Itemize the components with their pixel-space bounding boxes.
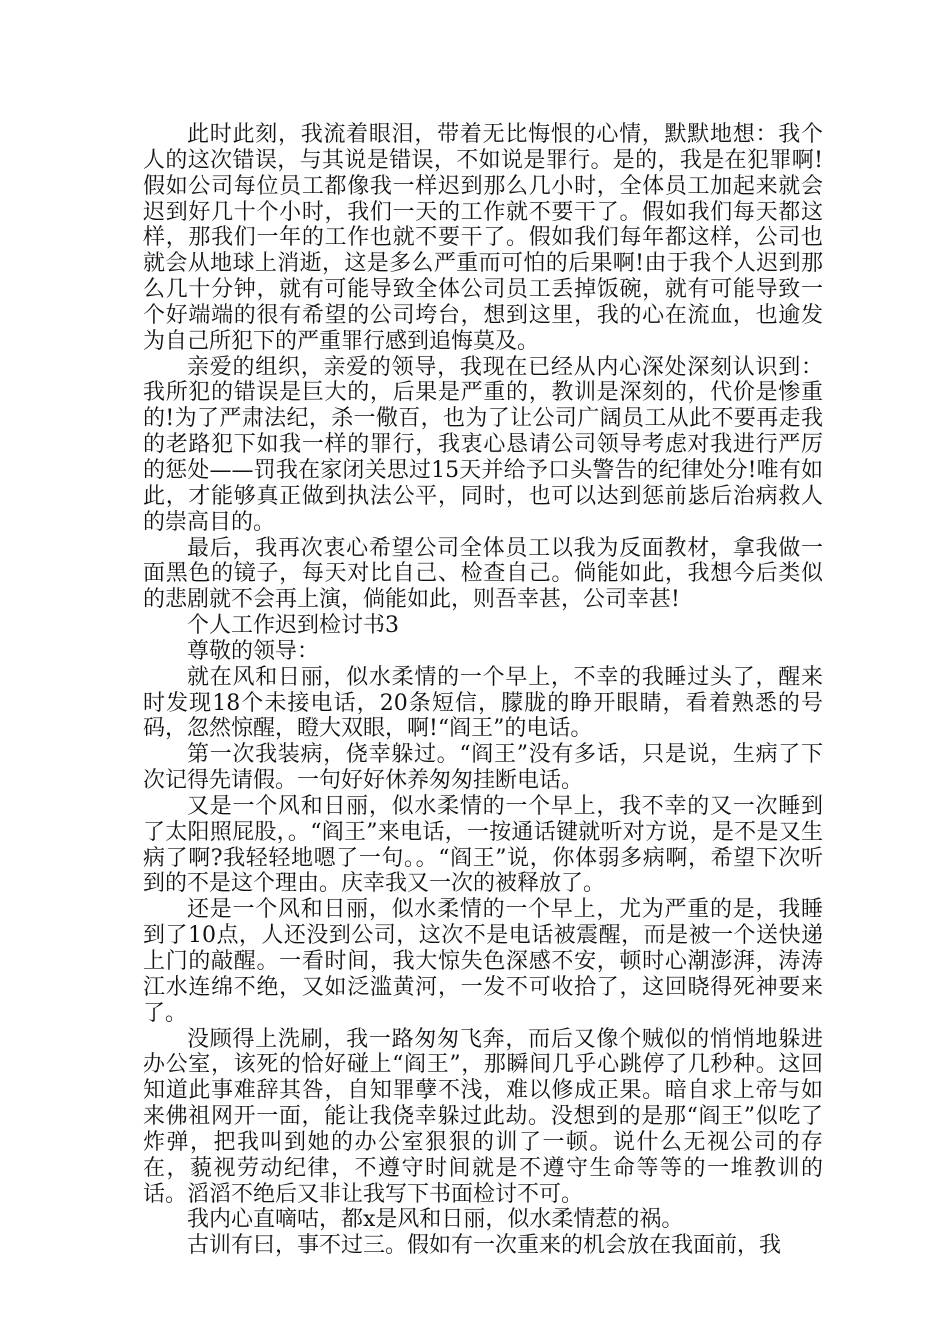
paragraph-3: 最后，我再次衷心希望公司全体员工以我为反面教材，拿我做一面黑色的镜子，每天对比自己、检查自己。倘能如此，我想今后类似的悲剧就不会再上演，倘能如此，则吾幸甚，公司幸甚! (143, 535, 823, 613)
paragraph-7: 还是一个风和日丽，似水柔情的一个早上，尤为严重的是，我睡到了10点，人还没到公司，这次不是电话被震醒，而是被一个送快递上门的敲醒。一看时间，我大惊失色深感不安，顿时心潮澎湃，涛涛江水连绵不绝，又如泛滥黄河，一发不可收拾了，这回晓得死神要来了。 (143, 897, 823, 1026)
paragraph-10: 古训有曰，事不过三。假如有一次重来的机会放在我面前，我 (187, 1233, 782, 1259)
paragraph-9: 我内心直嘀咕，都x是风和日丽，似水柔情惹的祸。 (187, 1207, 684, 1233)
document-body (143, 122, 823, 1259)
paragraph-6: 又是一个风和日丽，似水柔情的一个早上，我不幸的又一次睡到了太阳照屁股，。“阎王”来电话，一按通话键就听对方说，是不是又生病了啊?我轻轻地嗯了一句。。“阎王”说，你体弱多病啊，希望下次听到的不是这个理由。庆幸我又一次的被释放了。 (143, 793, 823, 897)
salutation: 尊敬的领导： (187, 638, 320, 664)
paragraph-4: 就在风和日丽，似水柔情的一个早上，不幸的我睡过头了，醒来时发现18个未接电话，20条短信，朦胧的睁开眼睛，看着熟悉的号码，忽然惊醒，瞪大双眼，啊!“阎王”的电话。 (143, 664, 823, 742)
paragraph-1: 此时此刻，我流着眼泪，带着无比悔恨的心情，默默地想：我个人的这次错误，与其说是错误，不如说是罪行。是的，我是在犯罪啊!假如公司每位员工都像我一样迟到那么几小时，全体员工加起来就会迟到好几十个小时，我们一天的工作就不要干了。假如我们每天都这样，那我们一年的工作也就不要干了。假如我们每年都这样，公司也就会从地球上消逝，这是多么严重而可怕的后果啊!由于我个人迟到那么几十分钟，就有可能导致全体公司员工丢掉饭碗，就有可能导致一个好端端的很有希望的公司垮台，想到这里，我的心在流血，也逾发为自己所犯下的严重罪行感到追悔莫及。 (143, 122, 823, 354)
paragraph-5: 第一次我装病，侥幸躲过。“阎王”没有多话，只是说，生病了下次记得先请假。一句好好休养匆匆挂断电话。 (143, 742, 823, 794)
paragraph-2: 亲爱的组织，亲爱的领导，我现在已经从内心深处深刻认识到：我所犯的错误是巨大的，后果是严重的，教训是深刻的，代价是惨重的!为了严肃法纪，杀一儆百，也为了让公司广阔员工从此不要再走我的老路犯下如我一样的罪行，我衷心恳请公司领导考虑对我进行严厉的惩处——罚我在家闭关思过15天并给予口头警告的纪律处分!唯有如此，才能够真正做到执法公平，同时，也可以达到惩前毖后治病救人的崇高目的。 (143, 354, 823, 535)
section-title: 个人工作迟到检讨书3 (187, 613, 399, 639)
paragraph-8: 没顾得上洗刷，我一路匆匆飞奔，而后又像个贼似的悄悄地躲进办公室，该死的恰好碰上“阎王”，那瞬间几乎心跳停了几秒种。这回知道此事难辞其咎，自知罪孽不浅，难以修成正果。暗自求上帝与如来佛祖网开一面，能让我侥幸躲过此劫。没想到的是那“阎王”似吃了炸弹，把我叫到她的办公室狠狠的训了一顿。说什么无视公司的存在，藐视劳动纪律，不遵守时间就是不遵守生命等等的一堆教训的话。滔滔不绝后又非让我写下书面检讨不可。 (143, 1026, 823, 1207)
